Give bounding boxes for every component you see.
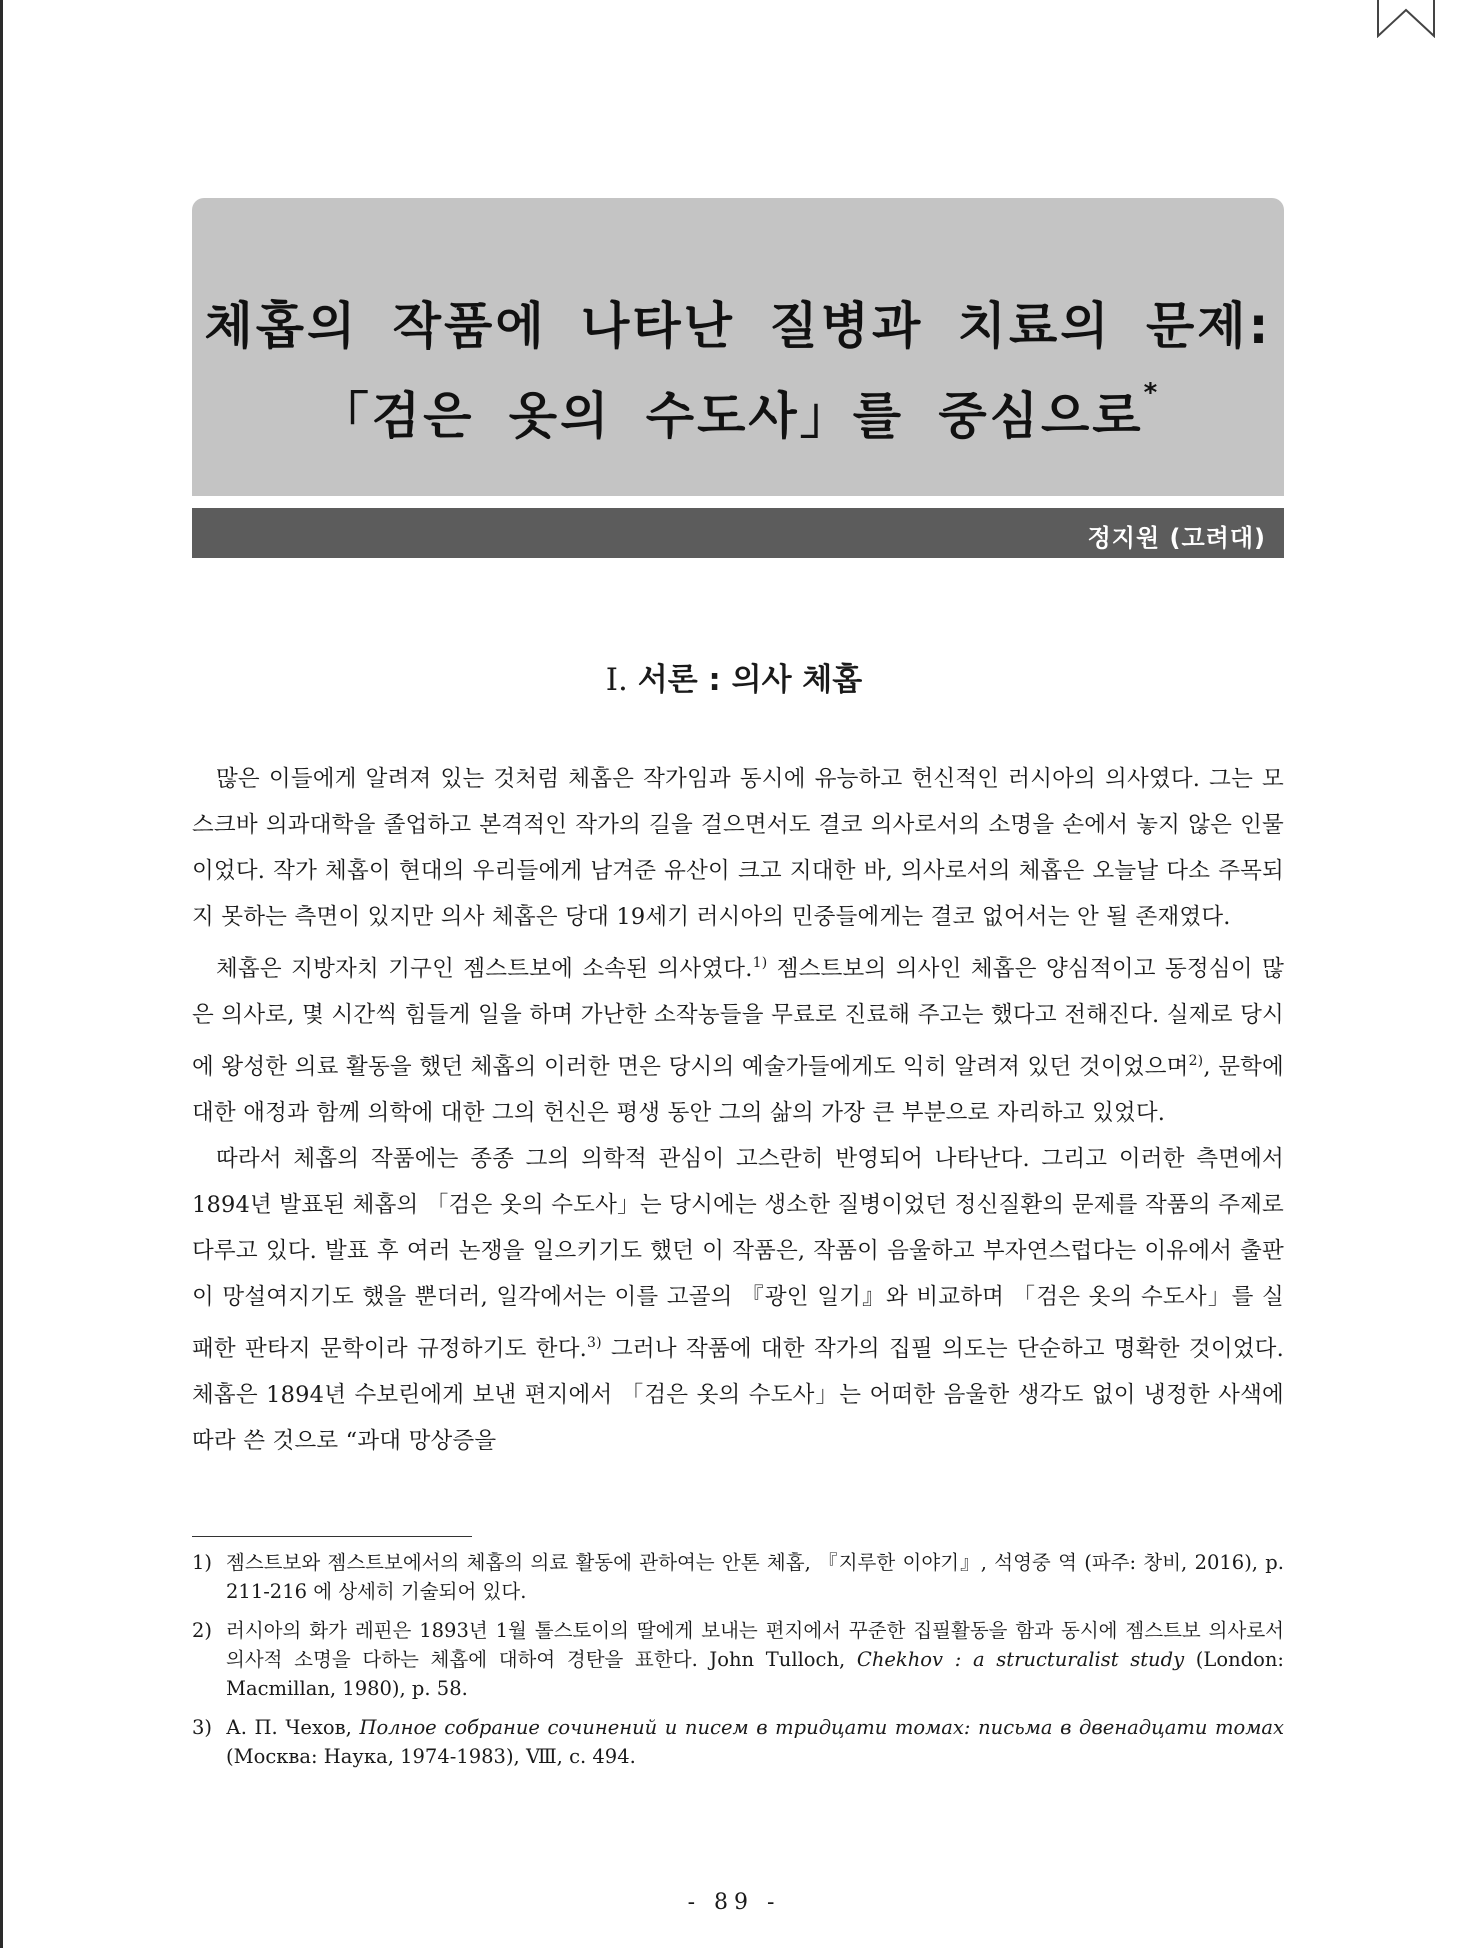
paragraph-2-text-a: 체홉은 지방자치 기구인 젬스트보에 소속된 의사였다. <box>216 956 753 982</box>
footnote-3-text-a: А. П. Чехов, <box>226 1716 360 1739</box>
footnote-2-text-b: (London: Macmillan, 1980), p. 58. <box>226 1648 1284 1700</box>
title-footnote-mark: * <box>1143 378 1158 408</box>
footnote-2-text-a: 러시아의 화가 레핀은 1893년 1월 톨스토이의 딸에게 보내는 편지에서 꾸준한 집필활동을 함과 동시에 젬스트보 의사로서 의사적 소명을 다하는 체홉에 대하여 경탄을 표한다. John Tulloch, <box>226 1619 1284 1671</box>
title-line-1: 체홉의 작품에 나타난 질병과 치료의 문제: <box>204 297 1272 355</box>
footnote-ref-3[interactable]: 3) <box>587 1335 602 1351</box>
footnote-1-text: 젬스트보와 젬스트보에서의 체홉의 의료 활동에 관하여는 안톤 체홉, 『지루한 이야기』, 석영중 역 (파주: 창비, 2016), p. 211-216 에 상세히 기술되어 있다. <box>226 1551 1284 1603</box>
footnote-3 <box>192 1713 1284 1771</box>
section-title: 서론 : 의사 체홉 <box>637 662 863 698</box>
footnote-1-number: 1) <box>192 1551 213 1574</box>
paragraph-2-text-c: , 문학에 대한 애정과 함께 의학에 대한 그의 헌신은 평생 동안 그의 삶의 가장 큰 부분으로 자리하고 있었다. <box>192 1054 1284 1126</box>
body-text <box>192 756 1284 1464</box>
paragraph-2-text-b: 젬스트보의 의사인 체홉은 양심적이고 동정심이 많은 의사로, 몇 시간씩 힘들게 일을 하며 가난한 소작농들을 무료로 진료해 주고는 했다고 전해진다. 실제로 당시에 왕성한 의료 활동을 했던 체홉의 이러한 면은 당시의 예술가들에게도 익히 알려져 있던 것이었으며 <box>192 956 1285 1080</box>
section-heading <box>0 654 1468 699</box>
footnote-3-text <box>226 1713 1284 1771</box>
bookmark-icon[interactable] <box>1376 0 1436 38</box>
footnote-divider <box>192 1536 472 1537</box>
footnote-1 <box>192 1548 1284 1606</box>
title-box <box>192 198 1284 496</box>
title-line-2 <box>192 376 1284 448</box>
footnote-ref-1[interactable]: 1) <box>752 955 768 971</box>
section-number: Ⅰ. <box>605 662 628 698</box>
footnote-2 <box>192 1616 1284 1703</box>
footnotes <box>192 1548 1284 1781</box>
footnote-ref-2[interactable]: 2) <box>1188 1053 1204 1069</box>
footnote-3-book-title: Полное собрание сочинений и писем в тридцати томах: письма в двенадцати томах <box>359 1716 1284 1739</box>
author-name: 정지원 (고려대) <box>1087 524 1266 552</box>
paragraph-1: 많은 이들에게 알려져 있는 것처럼 체홉은 작가임과 동시에 유능하고 헌신적인 러시아의 의사였다. 그는 모스크바 의과대학을 졸업하고 본격적인 작가의 길을 걸으면서도 결코 의사로서의 소명을 손에서 놓지 않은 인물이었다. 작가 체홉이 현대의 우리들에게 남겨준 유산이 크고 지대한 바, 의사로서의 체홉은 오늘날 다소 주목되지 못하는 측면이 있지만 의사 체홉은 당대 19세기 러시아의 민중들에게는 결코 없어서는 안 될 존재였다. <box>192 766 1284 930</box>
footnote-2-text <box>226 1616 1284 1703</box>
page-number: - 89 - <box>687 1890 781 1915</box>
footnote-3-number: 3) <box>192 1716 213 1739</box>
footnote-3-text-b: (Москва: Наука, 1974-1983), Ⅷ, с. 494. <box>226 1745 636 1768</box>
paragraph-3-text-a: 따라서 체홉의 작품에는 종종 그의 의학적 관심이 고스란히 반영되어 나타난다. 그리고 이러한 측면에서 1894년 발표된 체홉의 「검은 옷의 수도사」는 당시에는 생소한 질병이었던 정신질환의 문제를 작품의 주제로 다루고 있다. 발표 후 여러 논쟁을 일으키기도 했던 이 작품은, 작품이 음울하고 부자연스럽다는 이유에서 출판이 망설여지기도 했을 뿐더러, 일각에서는 이를 고골의 『광인 일기』와 비교하며 「검은 옷의 수도사」를 실패한 판타지 문학이라 규정하기도 한다. <box>192 1146 1284 1362</box>
paragraph-3 <box>192 1136 1284 1464</box>
footnote-2-number: 2) <box>192 1619 213 1642</box>
author-bar <box>192 508 1284 558</box>
footnote-2-book-title: Chekhov : a structuralist study <box>856 1648 1185 1671</box>
title-line-2-text: 「검은 옷의 수도사」를 중심으로 <box>318 387 1144 445</box>
paragraph-3-text-b: 그러나 작품에 대한 작가의 집필 의도는 단순하고 명확한 것이었다. 체홉은 1894년 수보린에게 보낸 편지에서 「검은 옷의 수도사」는 어떠한 음울한 생각도 없이 냉정한 사색에 따라 쓴 것으로 “과대 망상증을 <box>192 1336 1284 1454</box>
paragraph-2 <box>192 940 1284 1136</box>
page-left-edge <box>0 0 3 1948</box>
